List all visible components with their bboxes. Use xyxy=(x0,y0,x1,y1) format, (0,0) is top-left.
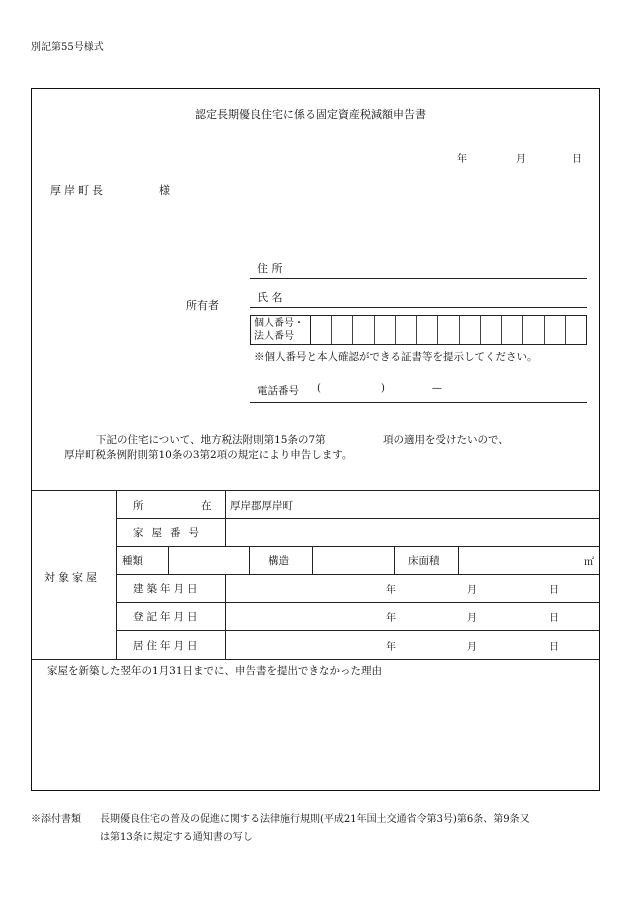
owner-name-field[interactable] xyxy=(300,289,580,303)
residence-year-label: 年 xyxy=(386,642,396,653)
id-number-label xyxy=(251,316,311,344)
id-digit-cell[interactable] xyxy=(417,316,438,344)
form-number: 別記第55号様式 xyxy=(31,42,104,53)
reason-label: 家屋を新築した翌年の1月31日までに、申告書を提出できなかった理由 xyxy=(47,665,383,677)
floor-area-unit: ㎡ xyxy=(584,557,594,568)
register-year-label: 年 xyxy=(386,613,396,624)
residence-date-label: 居住年月日 xyxy=(133,640,201,652)
location-label-a: 所 xyxy=(133,500,144,512)
property-section-label: 対象家屋 xyxy=(44,571,100,584)
owner-address-field[interactable] xyxy=(300,260,580,274)
residence-month-label: 月 xyxy=(467,642,477,653)
type-row-divider xyxy=(249,546,250,574)
name-underline xyxy=(250,307,587,308)
date-month-label: 月 xyxy=(516,154,526,165)
build-day-label: 日 xyxy=(549,585,559,596)
id-digit-cell[interactable] xyxy=(523,316,544,344)
table-row-line xyxy=(116,602,599,603)
type-row-divider xyxy=(168,546,169,574)
id-digit-cell[interactable] xyxy=(502,316,523,344)
id-digit-cell[interactable] xyxy=(481,316,502,344)
owner-address-label: 住 所 xyxy=(257,262,283,275)
statement-line1b: 項の適用を受けたいので、 xyxy=(383,434,509,446)
type-row-divider xyxy=(458,546,459,574)
id-digit-cell[interactable] xyxy=(460,316,481,344)
table-row-line xyxy=(116,574,599,575)
owner-label: 所有者 xyxy=(186,299,219,312)
id-label-line1: 個人番号・ xyxy=(254,318,304,329)
type-row-divider xyxy=(394,546,395,574)
build-date-label: 建築年月日 xyxy=(133,583,201,595)
form-title: 認定長期優良住宅に係る固定資産税減額申告書 xyxy=(195,108,426,121)
id-digit-cell[interactable] xyxy=(353,316,374,344)
register-day-label: 日 xyxy=(549,613,559,624)
phone-dash: — xyxy=(432,383,442,394)
reason-field[interactable] xyxy=(40,682,590,782)
id-digit-cell[interactable] xyxy=(396,316,417,344)
location-value[interactable]: 厚岸郡厚岸町 xyxy=(230,500,293,512)
statement-line1a: 下記の住宅について、地方税法附則第15条の7第 xyxy=(96,434,326,446)
register-date-label: 登記年月日 xyxy=(133,611,201,623)
addressee-honorific: 様 xyxy=(159,184,170,197)
statement-line2: 厚岸町税条例附則第10条の3第2項の規定により申告します。 xyxy=(64,449,353,461)
id-digit-cell[interactable] xyxy=(332,316,353,344)
addressee-name: 厚岸町長 xyxy=(50,184,106,197)
floor-area-label: 床面積 xyxy=(408,555,440,567)
table-row-line xyxy=(116,518,599,519)
id-number-note: ※個人番号と本人確認ができる証書等を提示してください。 xyxy=(254,351,538,363)
table-row-line xyxy=(116,630,599,631)
owner-name-label: 氏 名 xyxy=(257,291,283,304)
attachments-line2: は第13条に規定する通知書の写し xyxy=(100,832,253,843)
id-label-line2: 法人番号 xyxy=(254,331,294,342)
house-number-label: 家屋番号 xyxy=(133,527,207,539)
house-number-field[interactable] xyxy=(230,525,590,539)
location-label-b: 在 xyxy=(201,500,212,512)
phone-open-paren: ( xyxy=(317,383,321,394)
register-month-label: 月 xyxy=(467,613,477,624)
phone-close-paren: ) xyxy=(381,383,385,394)
id-number-grid xyxy=(250,315,587,345)
address-underline xyxy=(250,278,587,279)
attachments-label: ※添付書類 xyxy=(31,814,81,825)
id-digit-cell[interactable] xyxy=(545,316,566,344)
structure-label: 構造 xyxy=(268,555,289,567)
phone-label: 電話番号 xyxy=(257,385,299,397)
id-digit-cell[interactable] xyxy=(375,316,396,344)
table-row-line xyxy=(116,546,599,547)
id-digit-cell[interactable] xyxy=(566,316,586,344)
residence-day-label: 日 xyxy=(549,642,559,653)
build-month-label: 月 xyxy=(467,585,477,596)
type-row-divider xyxy=(312,546,313,574)
attachments-line1: 長期優良住宅の普及の促進に関する法律施行規則(平成21年国土交通省令第3号)第6条、第9条又 xyxy=(100,814,530,825)
date-year-label: 年 xyxy=(457,154,467,165)
phone-underline xyxy=(250,402,587,403)
table-top-line xyxy=(32,490,599,491)
type-label: 種類 xyxy=(122,555,143,567)
table-divider-label2 xyxy=(225,574,226,659)
id-digit-cell[interactable] xyxy=(311,316,332,344)
date-day-label: 日 xyxy=(572,154,582,165)
build-year-label: 年 xyxy=(386,585,396,596)
table-bottom-line xyxy=(32,659,599,660)
id-digit-cell[interactable] xyxy=(438,316,459,344)
